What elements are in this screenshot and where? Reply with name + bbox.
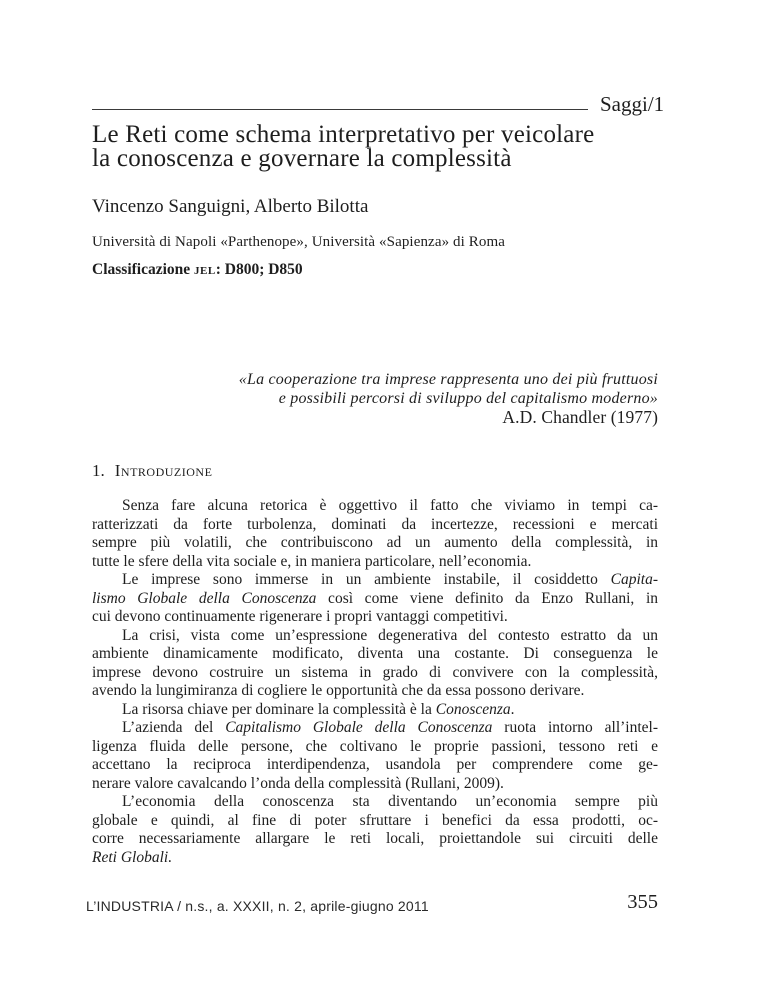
body-line: Le imprese sono immerse in un ambiente instabile, il cosiddetto Capita-	[122, 571, 658, 588]
header-rule	[92, 109, 588, 110]
jel-classification	[92, 261, 303, 279]
body-line: tutte le sfere della vita sociale e, in maniera particolare, nell’economia.	[92, 552, 532, 570]
article-title	[92, 123, 670, 170]
body-line: ligenza fluida delle persone, che coltivano le proprie passioni, tessono reti e	[92, 737, 658, 755]
jel-codes: : D800; D850	[215, 261, 303, 278]
authors: Vincenzo Sanguigni, Alberto Bilotta	[92, 196, 369, 217]
epigraph-attribution: A.D. Chandler (1977)	[502, 407, 658, 427]
section-number: 1.	[92, 461, 105, 480]
paragraph	[92, 571, 658, 627]
body-text	[92, 497, 658, 867]
paragraph	[92, 497, 658, 571]
affiliation: Università di Napoli «Parthenope», Università «Sapienza» di Roma	[92, 234, 505, 250]
title-line-1: Le Reti come schema interpretativo per veicolare	[92, 121, 595, 148]
body-line: accettano la reciproca interdipendenza, usandola per comprendere come ge-	[92, 756, 658, 773]
title-line-2: la conoscenza e governare la complessità	[92, 144, 512, 172]
jel-smallcaps: jel	[194, 261, 216, 278]
body-line: sempre più volatili, che contribuiscono ad un aumento della complessità, in	[92, 534, 658, 551]
body-line: cui devono continuamente rigenerare i propri vantaggi competitivi.	[92, 608, 508, 625]
body-line: ratterizzati da forte turbolenza, dominati da incertezze, recessioni e mercati	[92, 515, 658, 533]
section-title: Introduzione	[114, 461, 213, 480]
series-label: Saggi/1	[600, 92, 665, 116]
body-line: imprese devono costruire un sistema in grado di convivere con la complessità,	[92, 663, 658, 681]
page-header	[92, 94, 676, 115]
body-line: L’azienda del Capitalismo Globale della Conoscenza ruota intorno all’intel-	[122, 719, 658, 736]
jel-label: Classificazione	[92, 261, 191, 278]
body-line: L’economia della conoscenza sta diventando un’economia sempre più	[122, 793, 658, 810]
body-line: corre necessariamente allargare le reti locali, proiettandole sui circuiti delle	[92, 830, 658, 847]
paragraph	[92, 719, 658, 793]
body-line: La crisi, vista come un’espressione degenerativa del contesto estratto da un	[122, 626, 658, 644]
epigraph-line-2: e possibili percorsi di sviluppo del capitalismo moderno»	[278, 390, 658, 407]
paragraph	[92, 627, 658, 701]
body-line: lismo Globale della Conoscenza così come viene definito da Enzo Rullani, in	[92, 589, 658, 607]
body-line: Reti Globali.	[92, 848, 173, 866]
footer-page-number: 355	[627, 891, 658, 913]
epigraph	[92, 370, 658, 427]
body-line: nerare valore cavalcando l’onda della complessità (Rullani, 2009).	[92, 774, 504, 792]
body-line: avendo la lungimiranza di cogliere le opportunità che da essa possono derivare.	[92, 682, 585, 699]
body-line: globale e quindi, al fine di poter sfruttare i benefici da essa prodotti, oc-	[92, 811, 658, 829]
paragraph	[92, 793, 658, 867]
body-line: La risorsa chiave per dominare la complessità è la Conoscenza.	[122, 700, 515, 718]
body-line: Senza fare alcuna retorica è oggettivo il fatto che viviamo in tempi ca-	[122, 497, 658, 514]
body-line: ambiente dinamicamente modificato, diventa una costante. Di conseguenza le	[92, 645, 658, 662]
epigraph-line-1: «La cooperazione tra imprese rappresenta uno dei più fruttuosi	[238, 371, 658, 388]
section-heading	[92, 461, 212, 481]
paragraph	[92, 701, 658, 720]
footer-journal: L’INDUSTRIA / n.s., a. XXXII, n. 2, aprile-giugno 2011	[86, 898, 429, 914]
